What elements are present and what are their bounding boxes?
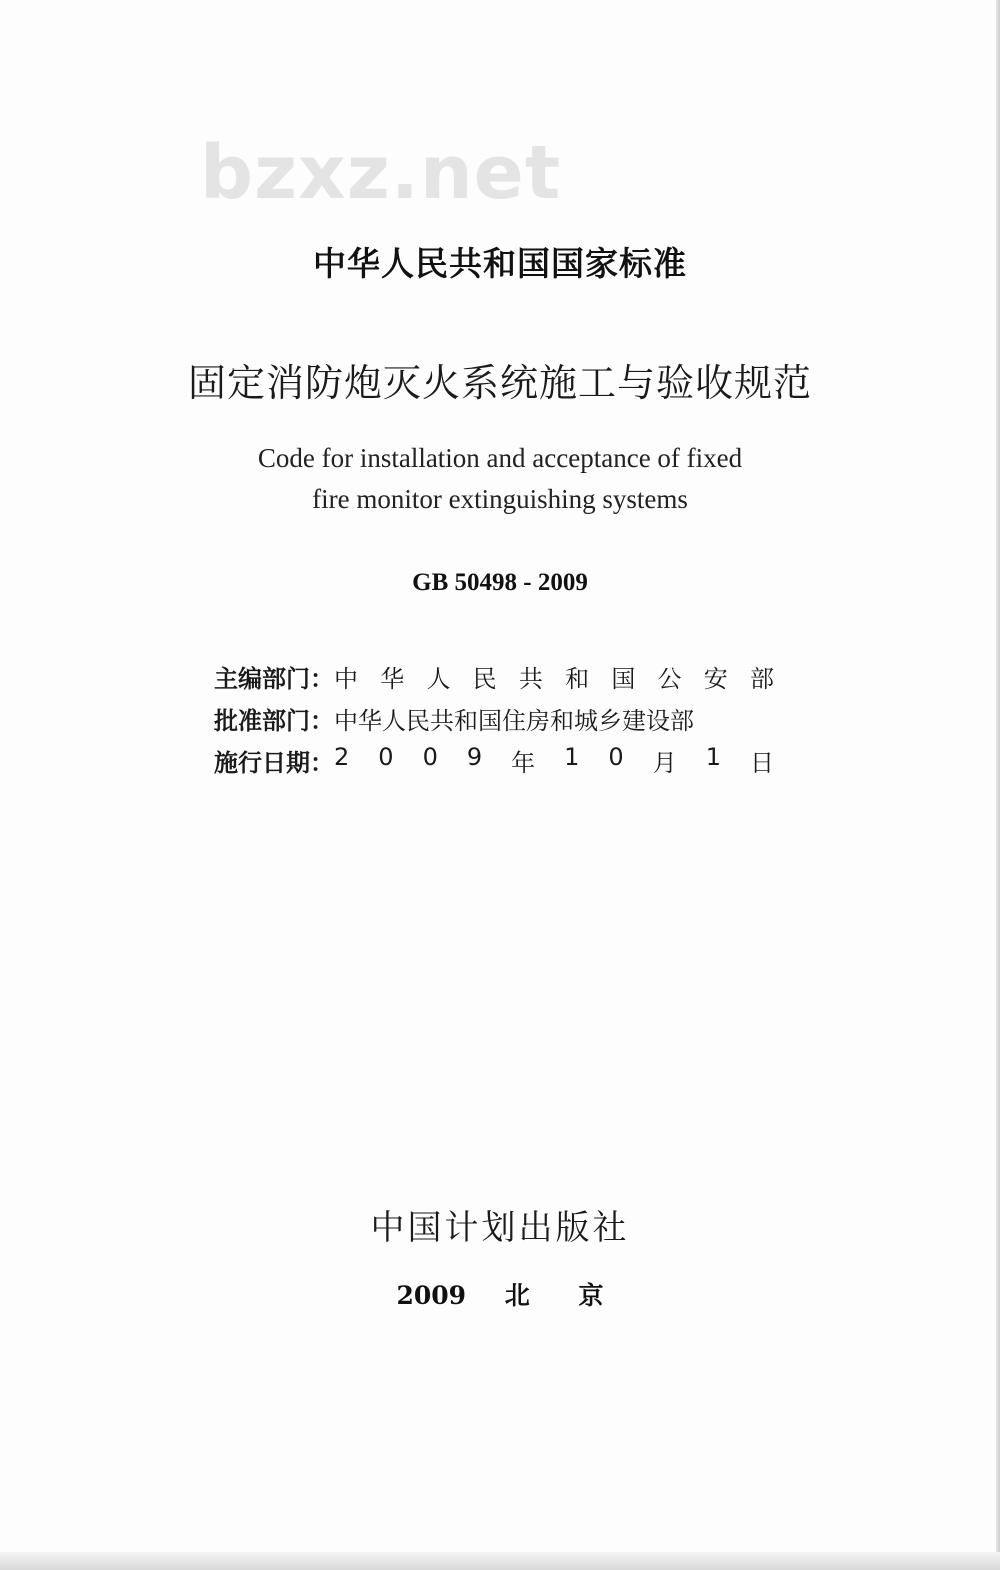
page-right-edge: [996, 0, 1000, 1570]
chief-editor-row: [214, 655, 784, 697]
chief-editor-char: 中: [334, 664, 358, 693]
chief-editor-char: 国: [611, 664, 636, 693]
effective-date-char: 0: [378, 742, 394, 771]
effective-date-char: 2: [334, 742, 350, 771]
title-english-line-2: fire monitor extinguishing systems: [312, 484, 688, 514]
effective-date-char: 1: [564, 742, 580, 771]
effective-date-char: 0: [422, 742, 438, 771]
effective-date-char: 0: [608, 742, 624, 771]
chief-editor-char: 华: [380, 664, 405, 693]
approval-row: [214, 697, 784, 739]
approval-label: 批准部门：: [214, 706, 334, 735]
standard-code: GB 50498 - 2009: [412, 569, 588, 596]
effective-date-label: 施行日期：: [214, 748, 334, 777]
watermark: bzxz.net: [200, 130, 562, 216]
title-english: [0, 438, 1000, 520]
publication-place: [0, 1276, 1000, 1312]
publication-city-char: 北: [504, 1281, 530, 1310]
chief-editor-char: 民: [472, 664, 497, 693]
chief-editor-char: 安: [703, 664, 728, 693]
publication-meta: [214, 655, 784, 781]
publisher-name: 中国计划出版社: [370, 1208, 630, 1248]
chief-editor-char: 人: [426, 664, 451, 693]
chief-editor-char: 部: [749, 664, 774, 693]
effective-date-char: 年: [511, 748, 536, 777]
chief-editor-char: 公: [657, 664, 682, 693]
publication-year: 2009: [396, 1281, 467, 1310]
chief-editor-value: [334, 659, 784, 694]
chief-editor-label: 主编部门：: [214, 664, 334, 693]
chief-editor-char: 和: [565, 664, 590, 693]
approval-value: 中华人民共和国住房和城乡建设部: [334, 706, 694, 735]
effective-date-value: [334, 743, 784, 778]
effective-date-char: 日: [749, 748, 774, 777]
effective-date-char: 月: [652, 748, 677, 777]
chief-editor-char: 共: [518, 664, 543, 693]
effective-date-char: 1: [705, 742, 721, 771]
effective-date-row: [214, 739, 784, 781]
title-english-line-1: Code for installation and acceptance of fixed: [257, 443, 743, 473]
page-bottom-edge: [0, 1552, 1000, 1570]
publication-city-char: 京: [578, 1281, 604, 1310]
standard-category: 中华人民共和国国家标准: [313, 244, 687, 283]
title-chinese: 固定消防炮灭火系统施工与验收规范: [187, 361, 812, 405]
effective-date-char: 9: [466, 742, 483, 771]
